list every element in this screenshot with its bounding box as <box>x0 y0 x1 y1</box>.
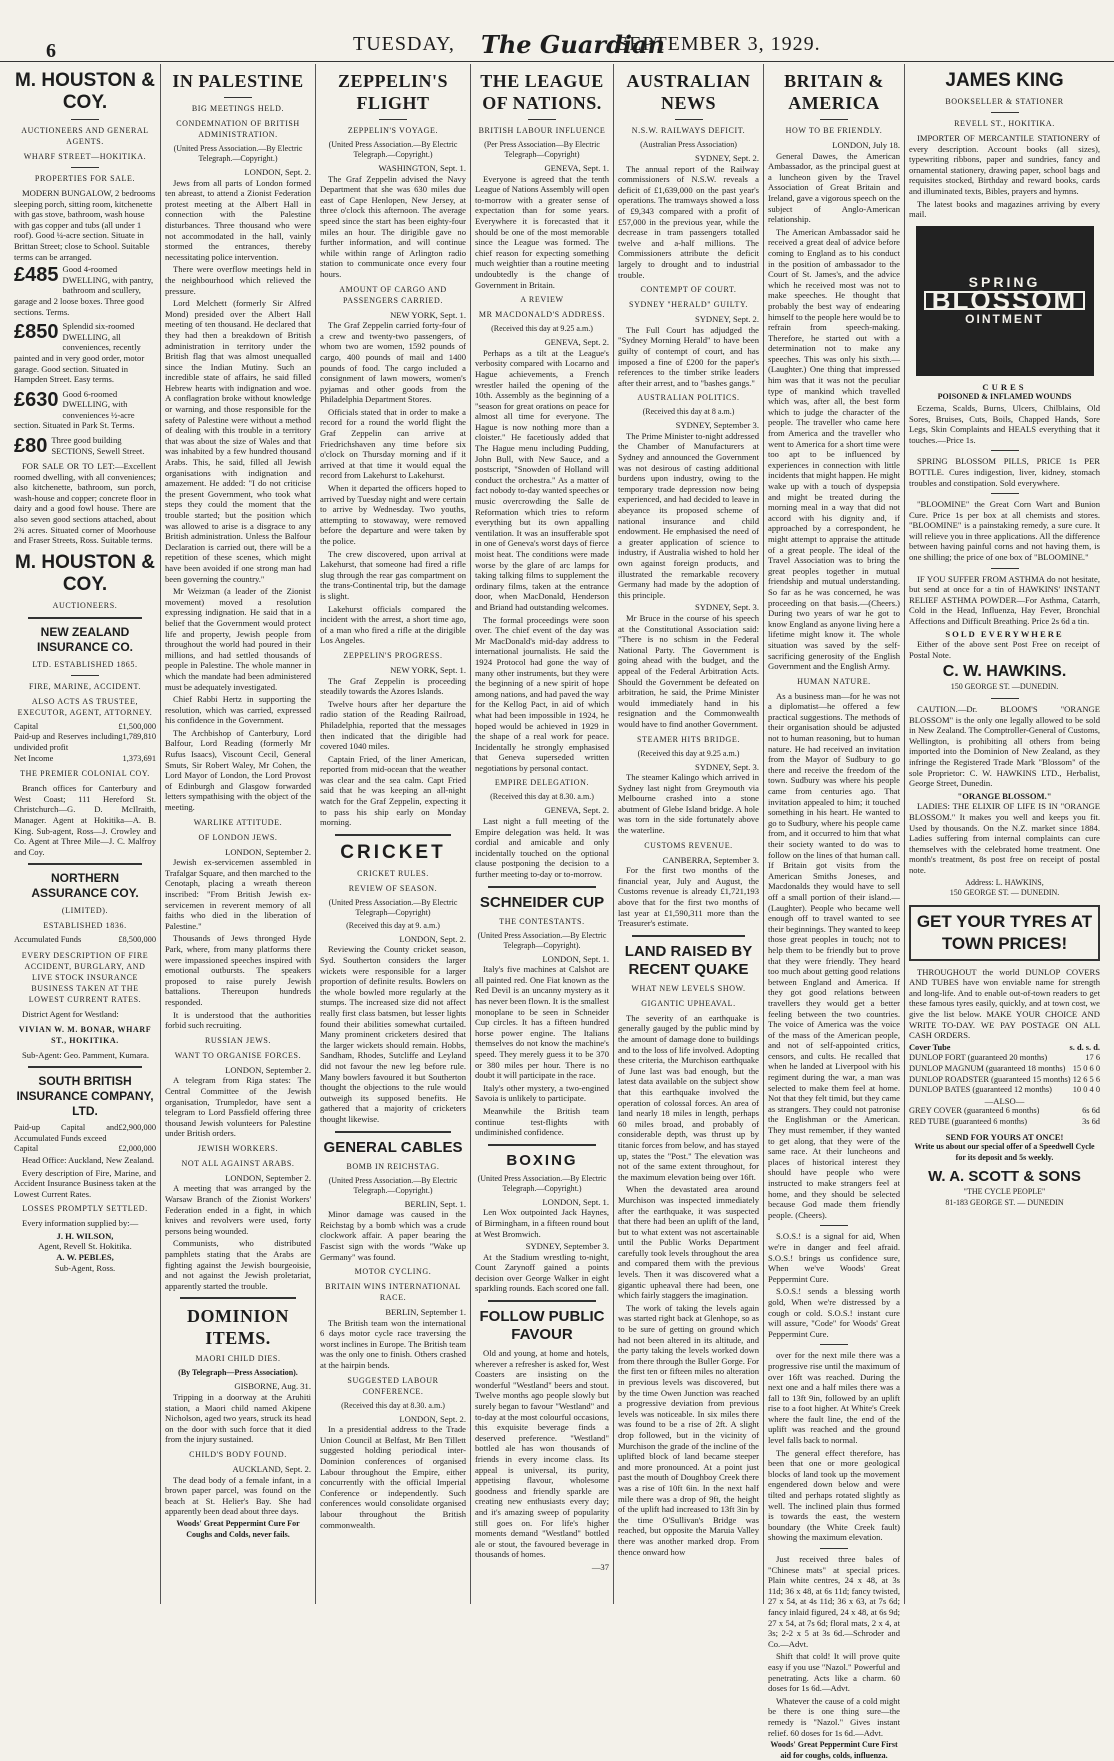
sb-paid-label: Paid-up Capital and Accumulated Funds exceed <box>14 1123 119 1143</box>
james-king-title: JAMES KING <box>945 70 1064 91</box>
subheading: BRITAIN WINS INTERNATIONAL RACE. <box>325 1282 461 1303</box>
received-note: (Received this day at 8 a.m.) <box>642 407 735 417</box>
tyre-row <box>909 1117 1100 1128</box>
divider <box>632 935 745 937</box>
subheading: HUMAN NATURE. <box>797 676 871 686</box>
paragraph: When it departed the officers hoped to arrived by Tuesday night and were certain to arrive by Wednesday. Two youths, attempting to stowaway, were removed before the departure and were taken by the police. <box>320 483 466 546</box>
dateline: LONDON, September 2. <box>225 1064 311 1075</box>
price-850: £850 <box>14 321 59 344</box>
paragraph: In a presidential address to the Trade Union Council at Belfast, Mr Ben Tillett suggested holding periodical inter-Dominion conferences of organised Labour throughout the Empire, either concurrently with the official Imperial Conference or independently. Such conferences would consolidate organised labour throughout the British commonwealth. <box>320 1424 466 1530</box>
tyre-row <box>909 1085 1100 1096</box>
nz-paid <box>14 732 156 753</box>
caution-advert: CAUTION.—Dr. BLOOM'S "ORANGE BLOSSOM" is the only one legally allowed to be sold in New Zealand. The Comptroller-General of Customs, Wellington, is prohibiting all others from being imported into the Dominion of New Zealand, as they infringe the Registered Trade Mark "Blossom" of the sole Proprietor: C. W. HAWKINS LTD., Herbalist, George Street, Dunedin. <box>909 704 1100 789</box>
james-king-sub: BOOKSELLER & STATIONER <box>945 97 1064 106</box>
sb-agent-2b: Sub-Agent, Ross. <box>54 1262 116 1273</box>
units-head: s. d. s. d. <box>1069 1042 1100 1052</box>
credit: (Australian Press Association) <box>640 140 737 149</box>
tyre-price: 10 0 4 0 <box>1072 1085 1100 1095</box>
northern-agent: VIVIAN W. M. BONAR, WHARF ST., HOKITIKA. <box>18 1024 152 1045</box>
northern-agent-label: District Agent for Westland: <box>22 1008 119 1019</box>
houston-title: M. HOUSTON & COY. <box>14 70 156 113</box>
received-note: (Received this day at 9. a.m.) <box>346 920 440 930</box>
divider <box>991 698 1019 699</box>
received-note: (Received this day at 9.25 a.m.) <box>491 324 593 334</box>
cures-text: Eczema, Scalds, Burns, Ulcers, Chilblains, Old Sores, Bruises, Cuts, Boils, Chapped Hands, Sore Legs, Skin Complaints and HEALS everything that it touches.—Price 1s. <box>909 402 1100 445</box>
column-4 <box>470 64 613 1604</box>
paragraph: The Archbishop of Canterbury, Lord Balfour, Lord Reading (formerly Mr Rufus Isaacs), Viscount Cecil, General Smuts, Sir Robert Waley, Mr Cohen, the Lord Mayor of London, the Lord Provost of Edinburgh and Glasgow forwarded letters sympathising with the object of the meeting. <box>165 727 311 813</box>
subheading: CHILD'S BODY FOUND. <box>189 1449 287 1459</box>
tyre-name: RED TUBE (guaranteed 6 months) <box>909 1117 1028 1126</box>
dateline: NEW YORK, Sept. 1. <box>390 309 466 320</box>
paragraph: Mr Weizman (a leader of the Zionist movement) moved a resolution expressing indignation. He said that in a belief that the Government would protect life and property, Jewish people from throughout the world had poured in their millions, and had settled thousands of people in Palestine. The whole manner in which the mandate had been administered must be adequately investigated. <box>165 586 311 692</box>
dateline: SYDNEY, September 3. <box>675 420 759 431</box>
column-2 <box>160 64 315 1604</box>
subheading: REVIEW OF SEASON. <box>348 883 438 893</box>
nz-insurance-est: LTD. ESTABLISHED 1865. <box>32 659 138 669</box>
subheading: BRITISH LABOUR INFLUENCE <box>478 126 606 135</box>
premier-colonial: THE PREMIER COLONIAL COY. <box>20 769 150 779</box>
dateline: SYDNEY, Sept. 2. <box>694 314 759 325</box>
paragraph: The severity of an earthquake is generally gauged by the public mind by the amount of damage done to buildings and to the loss of life involved. Adopting these criteria, the Murchison earthquake of June last was bad enough, but the latest data available on the subject show that this earthquake involved the operation of colossal forces. An area of land nearly 18 miles in length, perhaps 60 miles broad, and probably of considerable depth, was thrust up by titanic forces from below, and has stayed up, states the "Post." The elevation was not of the same extent throughout, for the maximum elevation being over 16ft. <box>618 1012 759 1182</box>
subheading: WANT TO ORGANISE FORCES. <box>174 1050 302 1060</box>
capital-value: £1,500,000 <box>118 721 156 731</box>
subheading: CONDEMNATION OF BRITISH ADMINISTRATION. <box>176 119 300 139</box>
column-1 <box>10 64 160 1604</box>
tyres-headline: GET YOUR TYRES AT TOWN PRICES! <box>909 905 1100 961</box>
paid-value: 1,789,810 <box>122 732 156 742</box>
scott-address: 81-183 GEORGE ST. — DUNEDIN <box>945 1197 1064 1207</box>
paragraph: Captain Fried, of the liner American, reported from mid-ocean that the weather was clear and the sea calm. Capt Fried said that he was keeping an all-night watch for the Graf Zeppelin, expecting it to pass his ship early on Monday morning. <box>320 753 466 828</box>
northern-description: EVERY DESCRIPTION OF FIRE ACCIDENT, BURGLARY, AND LIVE STOCK INSURANCE BUSINESS TAKEN AT THE LOWEST CURRENT RATES. <box>21 950 149 1004</box>
divider <box>820 1225 848 1226</box>
subheading: MAORI CHILD DIES. <box>195 1354 281 1364</box>
paragraph: The British team won the international 6 days motor cycle race traversing the worst inclines in Europe. The British team was the only one to finish. Others crashed at the hairpin bends. <box>320 1317 466 1371</box>
cricket-title: CRICKET <box>340 841 446 863</box>
sb-paid-value: £2,900,000 <box>118 1123 156 1133</box>
nz-insurance-lines: FIRE, MARINE, ACCIDENT. <box>28 681 142 691</box>
divider <box>675 119 703 120</box>
sb-capital-label: Capital <box>14 1144 39 1154</box>
tyre-name: DUNLOP MAGNUM (guaranteed 18 months) <box>909 1064 1066 1074</box>
credit: (By Telegraph—Press Association). <box>178 1368 298 1378</box>
subheading: CONTEMPT OF COURT. <box>640 285 737 295</box>
paragraph: Mr Bruce in the course of his speech at the Constitutional Association said: "There is no schism in the Federal National Party. The Government is going ahead with the budget, and the appeal of the Federal Arbitration Acts. Should the Government be defeated on arbitration, he said, the Prime Minister would immediately hand in his resignation and the Commonwealth would have to find another Government. <box>618 612 759 729</box>
quake-title: LAND RAISED BY RECENT QUAKE <box>624 942 753 978</box>
dateline: SYDNEY, Sept. 2. <box>694 153 759 163</box>
scott-name: W. A. SCOTT & SONS <box>928 1168 1081 1186</box>
sb-capital-value: £2,000,000 <box>118 1144 156 1154</box>
property-80 <box>14 435 156 456</box>
paragraph: At the Stadium wrestling to-night, Count Zarynoff gained a points decision over George Walker in eight sparkling rounds. Each scored one fall. <box>475 1251 609 1294</box>
divider <box>820 119 848 120</box>
cures-heading: CURES <box>982 381 1027 392</box>
subheading: STEAMER HITS BRIDGE. <box>637 734 740 744</box>
income-label: Net Income <box>14 753 54 763</box>
page-number: 6 <box>46 40 56 62</box>
dateline: CANBERRA, September 3. <box>662 854 759 865</box>
property-485 <box>14 264 156 317</box>
paragraph: Chief Rabbi Hertz in supporting the resolution, which was carried, expressed his confidence in the Government. <box>165 694 311 726</box>
received-note: (Received this day at 9.25 a.m.) <box>637 748 740 758</box>
paragraph: Twelve hours after her departure the radio station of the Reading Railroad, Philadelphia, reported that the messages then indicated that the dirigible had covered 1040 miles. <box>320 698 466 752</box>
houston-sub: AUCTIONEERS AND GENERAL AGENTS. <box>21 126 149 146</box>
subheading: ZEPPELIN'S PROGRESS. <box>343 650 443 660</box>
credit: (United Press Association.—By Electric Telegraph.—Copyright.) <box>173 144 303 163</box>
divider <box>820 1548 848 1549</box>
paragraph: Len Wox outpointed Jack Haynes, of Birmingham, in a fifteen round bout at West Bromwich. <box>475 1207 609 1239</box>
dateline: LONDON, Sept. 1. <box>542 953 609 964</box>
masthead-day: TUESDAY, <box>353 33 455 55</box>
divider <box>488 886 595 888</box>
woods-advert: Woods' Great Peppermint Cure For Coughs and Colds, never fails. <box>176 1518 300 1539</box>
also-heading: —ALSO— <box>984 1095 1025 1106</box>
paragraph: When the devastated area around Murchison was inspected immediately after the earthquake, it was suspected that there had been an uplift of the land, but to what extent was not ascertainable until the Public Works Department carefully took levels throughout the area and compared them with the previous levels. Then it was discovered what a gigantic upheaval there had been, one which fairly staggers the imagination. <box>618 1184 759 1301</box>
paragraph: The formal proceedings were soon over. The chief event of the day was Mr MacDonald's mid-day address to international journalists. He said the 1924 Protocol had gone the way of many other instruments, but they were the beginning of a new spirit of hope among nations, and had paved the way for the Kellog Pact, in aid of which what had been impossible in 1924, he hoped would be achieved in 1929 in the shape of a real work for peace. Incidentally he strongly emphasised that Geneva superseded written negotiations by personal contact. <box>475 614 609 773</box>
divider <box>28 617 142 619</box>
houston-sub-2: AUCTIONEERS. <box>52 600 118 610</box>
south-british-title: SOUTH BRITISH INSURANCE COMPANY, LTD. <box>16 1074 154 1119</box>
paragraph: The Prime Minister to-night addressed the Chamber of Manufacturers at Sydney and announced the Government was not desirous of casting additional burdens upon industry, owing to the temporary trade depression now being experienced, and had decided to leave in abeyance its proposed scheme of national insurance and child endowment. He emphasised the need of a greater application of science to industry, if Australia wished to hold her own against foreign products, and illustrated the remarkable recovery Germany had made by the adoption of this principle. <box>618 430 759 600</box>
credit: (United Press Association.—By Electric Telegraph—Copyright). <box>477 930 607 950</box>
divider <box>71 119 99 120</box>
dateline: LONDON, Sept. 2. <box>399 1413 466 1424</box>
paragraph: As a business man—for he was not a diplomatist—he offered a few practical suggestions. The methods of their organisation should be adjusted not to human reasoning, but to human nature. He had received an invitation from the Mayor of Sudbury to go there and receive the freedom of the town. Sudbury was where his people came from centuries ago. That invitation appealed to him; it touched something in his heart. He wanted to go to Sudbury, where his people came from, and it occurred to him that what their society wanted to do was to follow on the lines of that human call. If Britain got visits from the American Smiths Joneses, and Macdonalds they would have to sell off a small portion of their island.—(Laughter). People who became well enough off to travel wanted to see their beginnings. They wanted to keep those great peoples in touch; not to help them to be friendly but to prove that they were friendly. They heard too much about getting good relations between England and America. If they got good relations between travellers they would get a better feeling between the two countries. The voice of America was the voice of the mass of the American people, and not of self-appointed critics, censors, and cults. He recalled that when he landed at Liverpool with his regiment during the war, a man was selected to make them feel at home. Not that they felt timid, but they came as strangers. They could not patronise the Englishman or the American. They must remember, if they wanted to get along, that they were of the same race. At their luncheons and places of historical interest they should have people who were instructed to make strangers feel at home, and they should be selected because God made them friendly people. (Cheers). <box>768 690 900 1220</box>
paragraph: Lord Melchett (formerly Sir Alfred Mond) presided over the Albert Hall meeting of ten thousand. He declared that they had then a breakdown of British administration in territory under the British flag that was almost unequalled since the Indian Mutiny. Such an incredible state of affairs, he said filled Hebrew hearts with indignation and woe. A conflagration broke without knowledge or warning, and those responsible for the safety of Palestine were without a method of dealing with this trouble in a territory that was about the size of Wales and that was inhabited by a few hundred thousand Arabs. This, he said, filled all Jewish organisations with indignation and amazement. He added: "I do not criticise the present Government, who took what steps they could the moment that the trouble started; but the position which was allowed to arise is a disgrace to any British administration. Unless the Balfour Declaration is carried out, there will be a repetition of these scenes, which might have been avoided if one strong man had been governing the country." <box>165 298 311 584</box>
subheading: OF LONDON JEWS. <box>198 832 278 842</box>
divider <box>488 1300 595 1302</box>
paragraph: Perhaps as a tilt at the League's verbosity compared with Locarno and Hague achievements, a French wrestler hailed the opening of the 10th. Assembly as the beginning of a "season for great orations on peace for almost all time for everyone. The Hague is now nothing more than a cloister." He facetiously added that The Hague menu including Pudding, John Bull, with New Sauce, and a postscript, "Snowden of Holland will conduct the orchestra." As a matter of fact nobody to-day wanted speeches or music overcrowding the Salle de Reformation which tries to reform everything but its own appalling ventilation. It was an insufferable spot in one of Geneva's worst days of fierce moist heat. The conditions were made worse by the glare of arc lamps for taking talking films to supplement the ordinary films, taken at the entrance door, when MacDonald, Henderson and Briand had outstanding welcomes. <box>475 347 609 612</box>
sb-description: Every description of Fire, Marine, and Accident Insurance Business taken at the Lowest Current Rates. <box>14 1167 156 1199</box>
paragraph: Minor damage was caused in the Reichstag by a bomb which was a crude clockwork affair. A paper bearing the Fascist sign with the words "Wake up Germany" was found. <box>320 1209 466 1262</box>
paragraph: over for the next mile there was a progressive rise until the maximum of over 16ft was reached. During the next one and a half miles there was a fall to 13ft 9in, followed by an uplift rise to a foot higher. At White's Creek where the fault line, the end of the uplift was reached and the ground level falls back to normal. <box>768 1350 900 1446</box>
subheading: ZEPPELIN'S VOYAGE. <box>347 126 439 135</box>
divider <box>379 119 407 120</box>
paragraph: Everyone is agreed that the tenth League of Nations Assembly will open to-morrow with a greater sense of expectation than for some years. Everywhere it is forecasted that it should be one of the most memorable since the League was formed. The chief reason for expecting something much weightier than a routine meeting undoubtedly is the change of Government in Britain. <box>475 173 609 290</box>
paragraph: The Graf Zeppelin is proceeding steadily towards the Azores Islands. <box>320 675 466 697</box>
speedwell-offer: Write us about our special offer of a Speedwell Cycle for its deposit and 5s weekly. <box>914 1142 1095 1162</box>
subheading: WARLIKE ATTITUDE. <box>193 817 283 827</box>
paragraph: Jewish ex-servicemen assembled in Trafalgar Square, and then marched to the Cenotaph, placing a wreath thereon inscribed: "From British Jewish ex-servicemen in reverent memory of all faiths who died in the liberation of Palestine." <box>165 857 311 931</box>
paragraph: A meeting that was arranged by the Warsaw Branch of the Zionist Workers' Federation ended in a fight, in which knives and revolvers were used, forty persons being wounded. <box>165 1183 311 1236</box>
dateline: LONDON, September 2. <box>225 1172 311 1183</box>
column-5 <box>613 64 763 1604</box>
credit: (United Press Association.—By Electric Telegraph—Copyright) <box>328 897 458 917</box>
divider <box>180 1297 297 1299</box>
paragraph: The Graf Zeppelin carried forty-four of a crew and twenty-two passengers, of whom two are women, 1592 pounds of cargo, 400 pounds of mail and 1400 pounds of food. The cargo included a consignment of lawn mowers, women's pyjamas and other goods from the Philadelphia Department Stores. <box>320 320 466 405</box>
paragraph: Old and young, at home and hotels, wherever a refresher is asked for, West Coasters are insisting on the wonderful "Westland" beers and stout. Twelve months ago people slowly but surely began to favour "Westland" and to-day at the most colourful occasions, this exquisite beverage finds a deserved preference. "Westland" bottled ale has won thousands of friends in every income class. Its appeal is universal, its purity, appetising flavour, wholesome goodness and friendly sparkle are creating new enthusiasts every day; and it's amazing sweep of popularity still goes on. For life's higher moments demand "Westland" bottled ale or stout, the favoured beverage in thousands of homes. <box>475 1348 609 1560</box>
tyre-row <box>909 1075 1100 1086</box>
james-king-mags: The latest books and magazines arriving by every mail. <box>909 198 1100 220</box>
pills-advert: SPRING BLOSSOM PILLS, PRICE 1s PER BOTTLE. Cures indigestion, liver, kidney, stomach troubles and constipation. Sold everywhere. <box>909 456 1100 488</box>
houston-address: WHARF STREET—HOKITIKA. <box>23 152 147 161</box>
dunlop-text: THROUGHOUT the world DUNLOP COVERS AND TUBES have won enviable name for strength and long-life. And to enable out-of-town readers to get these famous tyres easily, quickly, and at town cost, we give the list below. MAKE YOUR CHOICE AND WRITE TO-DAY. WE PAY POSTAGE ON ALL CASH ORDERS. <box>909 966 1100 1041</box>
chinese-mats-advert: Just received three bales of "Chinese mats" at special prices. Plain white centres, 24 x 48, at 3s 11d; 36 x 48, at 6s 11d; fancy twisted, 27 x 54, at 4s 11d; 36 x 63, at 7s 6d; fancy inlaid figured, 24 x 48, at 6s 9d; 27 x 54, at 7s 6d; floral mats, 2 x 4, at 3s; 2-2 x 5 at 3s 6d.—Schroder and Co.—Advt. <box>768 1554 900 1649</box>
bloomine-advert: "BLOOMINE" the Great Corn Wart and Bunion Cure. Price 1s per box at all chemists and stores. "BLOOMINE" is a painstaking remedy, a sure cure. It will relieve you in three applications. All the difference between having painful corns and not having them, is one shilling; the price of one box of "BLOOMINE." <box>909 499 1100 563</box>
nazol-advert-1: Shift that cold! It will prove quite easy if you use "Nazol." Powerful and penetrating. Acts like a charm. 60 doses for 1s 6d.—Advt. <box>768 1651 900 1694</box>
sb-agent-1: J. H. WILSON, <box>56 1230 114 1241</box>
ladies-advert: LADIES: THE ELIXIR OF LIFE IS IN "ORANGE BLOSSOM." It makes you well and keeps you fit. Used by thousands. On the N.Z. market since 1884. Ladies suffering from internal complaints can cure themselves with the celebrated home treatment. One month's treatment, 8s post free on receipt of postal note. <box>909 801 1100 875</box>
general-cables-title: GENERAL CABLES <box>323 1138 463 1156</box>
paragraph: The work of taking the levels again was started right back at Glenhope, so as to be sure of getting on ground which had not been altered in its altitude, and the party taking the levels worked down from there through the Buller Gorge. For the first ten or fifteen miles no alteration in previous levels was discovered, but by the time Owen Junction was reached a progressive deviation from previous levels was noticeable. In six miles there was found to be a rise of 2ft. A slight drop followed, but in the vicinity of Murchison the grade of the incline of the uplifted block of land became steeper and more pronounced. At a point just past the mouth of Doughboy Creek there was a rise of 10ft 6in. In the next half mile there was a drop of 9ft, the height of the uplift had increased to 13ft 3in by the time O'Sullivan's Bridge was reached, but opposite the Maruia Valley there was another marked drop. From thence onward how <box>618 1302 759 1557</box>
tyre-name: DUNLOP FORT (guaranteed 20 months) <box>909 1053 1048 1063</box>
sb-losses: LOSSES PROMPTLY SETTLED. <box>22 1204 148 1214</box>
tyre-price: 17 6 <box>1085 1053 1100 1063</box>
tyre-price: 3s 6d <box>1082 1117 1100 1126</box>
subheading: CRICKET RULES. <box>357 868 429 878</box>
column-7 <box>904 64 1104 1604</box>
dateline: LONDON, Sept. 2. <box>244 167 311 177</box>
paragraph: Meanwhile the British team continue test-flights with undiminished confidence. <box>475 1105 609 1138</box>
paragraph: The American Ambassador said he received a great deal of advice before coming to England as to his conduct in the position of ambassador to the Court of St. James's, and the advice which he received most was not to make speeches. He thought that probably the best way of endearing himself to the people here would be to refrain from speech-making. Therefore, he started out with a determination not to make any speeches. This was only his sixth.—(Laughter.) One thing that impressed him was that it was not the peculiar type of mankind which travelled which was, after all, the best form which to judge the character of the people. The traveller who came here from America and the traveller who went to America for a short time were too apt to be influenced by experiences in connection with little incidents that might happen. He might wake up with a touch of dyspepsia and might be treated during the morning meal in a way that did not accord with his dignity and, if approached by a correspondent, he might attempt to appraise the attitude of a great people. The ideal of the Travel Association was to bring the great peoples together in mutual friendship and mutual understanding. So far as he was concerned, he was proceeding on that basis.—(Cheers.) During two years of war he got to know England as anyone living here a lifetime might know it. The whole situation was saved by the self-sacrificing generosity of the English Government and the English Army. <box>768 226 900 672</box>
dateline: GISBORNE, Aug. 31. <box>234 1381 311 1392</box>
income-value: 1,373,691 <box>122 753 156 763</box>
paragraph: Italy's other mystery, a two-engined Savoia is unlikely to participate. <box>475 1082 609 1104</box>
dateline: SYDNEY, Sept. 3. <box>694 761 759 772</box>
paragraph: Jews from all parts of London formed ten abreast, to attend a Zionist Federation protest meeting at the Albert Hall in connection with the Palestine disturbances. Three thousand who were not accommodated in the hall, vainly stormed the entrances, thereby necessitating police intervention. <box>165 177 311 262</box>
nz-branch-offices: Branch offices for Canterbury and West Coast; 111 Hereford St. Christchurch—G. D. McIlraith, Manager. Agent at Hokitika—A. B. King. Sub-agent, Ross—J. Crowley and Co. Agent at Three Mile—J. C. Malfroy and Coy. <box>14 783 156 857</box>
subheading: AUSTRALIAN POLITICS. <box>637 393 740 403</box>
paragraph: Reviewing the County cricket season, Syd. Southerton considers the larger wickets were responsible for a larger proportion of definite results. Bowlers on the whole bowled more regularly at the stumps. The increased size did not affect really first class batsmen, but lesser lights found their abilities somewhat curtailed. Many prominent cricketers desired that the larger wickets should remain. Hobbs, Sandham, Rhodes, Sutcliffe and Leyland did not favour the new leg before rule. Many bowlers favoured it but Southerton thought the objections to the rule would outweigh its supposed benefits. He gathered that a majority of cricketers thought likewise. <box>320 944 466 1124</box>
sb-agent-1b: Agent, Revell St. Hokitika. <box>38 1241 132 1252</box>
dateline: AUCKLAND, Sept. 2. <box>232 1463 311 1474</box>
tyre-name: DUNLOP BATES (guaranteed 12 months) <box>909 1085 1052 1095</box>
subheading: NOT ALL AGAINST ARABS. <box>181 1158 295 1168</box>
masthead-date: SEPTEMBER 3, 1929. <box>617 33 821 55</box>
paragraph: The annual report of the Railway commissioners of N.S.W. reveals a deficit of £1,639,000 on the past year's operations. The tramways showed a loss of £9,343 compared with a profit of £57,000 in the previous year, while the decrease in tram passengers totalled twelve and a-half millions. The Commissioners attribute the deficit largely to drought and to industrial trouble. <box>618 163 759 280</box>
australian-news-title: AUSTRALIAN NEWS <box>626 71 751 113</box>
tyre-price: 6s 6d <box>1082 1106 1100 1116</box>
subheading: AMOUNT OF CARGO AND PASSENGERS CARRIED. <box>339 284 447 305</box>
schneider-title: SCHNEIDER CUP <box>479 893 605 911</box>
property-to-let: FOR SALE OR TO LET:—Excellent roomed dwelling, with all conveniences; also kitchenette, bathroom, sun porch, wash-house and copper; concrete floor in dairy and a good fowl house. There are also seven good sections attached, about 2¾ acres. Situated corner of Moorhouse and Fraser Streets, Ross. Suitable terms. <box>14 461 156 546</box>
capital-label: Capital <box>14 721 39 731</box>
received-note: (Received this day at 8.30. a.m.) <box>341 1400 445 1410</box>
price-630: £630 <box>14 388 59 411</box>
palestine-title: IN PALESTINE <box>172 71 304 91</box>
houston-title-2: M. HOUSTON & COY. <box>14 551 156 595</box>
cover-tube-head: Cover Tube <box>909 1042 951 1052</box>
dominion-items-title: DOMINION ITEMS. <box>187 1306 289 1349</box>
property-850 <box>14 321 156 385</box>
sb-capital <box>14 1144 156 1155</box>
paragraph: The dead body of a female infant, in a brown paper parcel, was found on the beach at St. Helier's Bay. She had apparently been dead about three days. <box>165 1474 311 1517</box>
scott-sub: "THE CYCLE PEOPLE" <box>963 1187 1046 1197</box>
sb-info: Every information supplied by:— <box>22 1218 139 1229</box>
funds-label: Accumulated Funds <box>14 935 82 945</box>
nz-insurance-also: ALSO ACTS AS TRUSTEE, EXECUTOR, AGENT, ATTORNEY. <box>17 696 153 717</box>
subheading: HOW TO BE FRIENDLY. <box>785 126 883 135</box>
paragraph: The steamer Kalingo which arrived in Sydney last night from Greymouth via Melbourne crashed into a stone abutment of Glebe Island bridge. A hole was torn in the side fortunately above the waterline. <box>618 772 759 836</box>
orange-blossom-heading: "ORANGE BLOSSOM." <box>957 790 1052 801</box>
divider <box>991 450 1019 451</box>
divider <box>528 119 556 120</box>
subheading: RUSSIAN JEWS. <box>204 1035 272 1045</box>
sold-text: Either of the above sent Post Free on receipt of Postal Note. <box>909 639 1100 660</box>
property-80-text: Three good building SECTIONS, Sewell Street. <box>51 435 145 456</box>
received-note: (Received this day at 8.30. a.m.) <box>490 792 594 802</box>
subheading: CUSTOMS REVENUE. <box>644 840 733 850</box>
property-1: MODERN BUNGALOW, 2 bedrooms sleeping porch, sitting room, kitchenette with gas stove, bathroom, wash house with gas copper and tubs (all under 1 roof). Good ¼-acre section. Situate in Brittan Street; close to School. Suitable terms can be arranged. <box>14 188 156 262</box>
paragraph: Thousands of Jews thronged Hyde Park, where, from many platforms there were impassioned speeches inspired with emotional outbursts. The speakers proposed to raise purely Jewish battalions. Thereupon hundreds responded. <box>165 933 311 1007</box>
northern-funds <box>14 935 156 946</box>
paragraph: A telegram from Riga states: The Central Committee of the Jewish organisation, Trumpledor, have sent a telegram to Lord Passfield offering three thousand Jewish volunteers for Palestine under British orders. <box>165 1075 311 1139</box>
divider <box>71 675 99 676</box>
divider <box>335 834 452 836</box>
league-title: THE LEAGUE OF NATIONS. <box>480 71 604 113</box>
dateline: BERLIN, Sept. 1. <box>404 1198 466 1209</box>
paragraph: The crew discovered, upon arrival at Lakehurst, that someone had fired a rifle slug through the rear gas compartment on the trans-Continental trip, but the damage is slight. <box>320 548 466 601</box>
property-485-text: Good 4-roomed DWELLING, with pantry, bathroom and scullery, garage and 2 loose boxes. Three good sections. Terms. <box>14 264 154 317</box>
lh-address-2: 150 GEORGE ST. — DUNEDIN. <box>949 888 1060 898</box>
cures-sub: POISONED & INFLAMED WOUNDS <box>937 392 1072 402</box>
paragraph: Italy's five machines at Calshot are all painted red. One Fiat known as the Red Devil is an uncanny mystery as it has never been flown. It is the smallest monoplane to be seen in Schneider Cup circles. It has a fifteen hundred horse power engine. The Italians themselves do not know the machine's speed. They merely guess it to be 370 or 380 miles per hour. There is no doubt it will participate in the race. <box>475 964 609 1081</box>
dateline: LONDON, Sept. 2. <box>399 933 466 944</box>
tyre-table-header <box>909 1043 1100 1054</box>
logo-bottom: OINTMENT <box>965 312 1044 327</box>
subheading: EMPIRE DELEGATION. <box>494 778 590 788</box>
nz-income <box>14 754 156 765</box>
paragraph: Communists, who distributed pamphlets stating that the Arabs are fighting against the Jewish bourgeoisie, and not against the Jewish proletariat, apparently started the trouble. <box>165 1238 311 1291</box>
paragraph: The general effect therefore, has been that one or more geological blocks of land took up the movement engendered down below and were tilted and perhaps rotated slightly as well. The inclined plain thus formed is towards the east, the western boundary (the White Creek fault) showing the maximum elevation. <box>768 1447 900 1543</box>
zeppelin-title: ZEPPELIN'S FLIGHT <box>337 71 449 113</box>
northern-subagent: Sub-Agent: Geo. Pamment, Kumara. <box>22 1049 149 1060</box>
dateline: SYDNEY, Sept. 3. <box>694 602 759 613</box>
property-630-text: Good 6-roomed DWELLING, with conveniences ½-acre section. Situated in Park St. Terms. <box>14 388 135 431</box>
paragraph: For the first two months of the financial year, July and August, the Customs revenue is already £1,721,193 above that for the first two months of last year at £1,590,311 more than the Treasurer's estimate. <box>618 865 759 929</box>
dateline: WASHINGTON, Sept. 1. <box>378 163 466 173</box>
britain-america-title: BRITAIN & AMERICA <box>784 71 884 113</box>
subheading: MR MACDONALD'S ADDRESS. <box>478 310 606 320</box>
sold-everywhere: SOLD EVERYWHERE <box>945 628 1064 639</box>
james-king-text: IMPORTER OF MERCANTILE STATIONERY of every description. Account books (all sizes), typewriting ribbons, paper and sundries, fancy and ornamental stationery, drawing paper, school bags and requisites stocked, Birthday and reward books, cards and illuminated texts, Bibles, prayers and hymns. <box>909 133 1100 196</box>
send-now: SEND FOR YOURS AT ONCE! <box>945 1131 1064 1142</box>
divider <box>28 1066 142 1068</box>
subheading: THE CONTESTANTS. <box>499 916 585 926</box>
masthead-title: The Guardian <box>481 30 665 59</box>
follow-public-favour-title: FOLLOW PUBLIC FAVOUR <box>479 1308 605 1344</box>
paragraph: General Dawes, the American Ambassador, as the principal guest at a luncheon given by the Travel Association of Great Britain and Ireland, gave a vigorous speech on the subject of Anglo-American relationship. <box>768 150 900 225</box>
dateline: GENEVA, Sept. 2. <box>544 337 609 348</box>
price-80: £80 <box>14 435 48 458</box>
james-king-address: REVELL ST., HOKITIKA. <box>954 119 1055 128</box>
woods-advert-2: Woods' Great Peppermint Cure First aid for coughs, colds, influenza. <box>770 1740 898 1760</box>
sos-verse-1: S.O.S.! is a signal for aid, When we're in danger and feel afraid. S.O.S.! brings us confidence sure, When we've Woods' Great Peppermint Cure. <box>768 1231 900 1284</box>
logo-mid: BLOSSOM <box>924 291 1085 310</box>
credit: (United Press Association.—By Electric Telegraph.—Copyright.) <box>477 1173 607 1193</box>
tyre-price: 15 0 6 0 <box>1072 1064 1100 1074</box>
sb-agent-2: A. W. PEBLES, <box>56 1252 114 1263</box>
divider <box>335 1131 452 1133</box>
property-630 <box>14 389 156 431</box>
logo-top: SPRING <box>968 273 1041 290</box>
dateline: SYDNEY, September 3. <box>525 1241 609 1252</box>
divider <box>224 97 252 98</box>
paragraph: Lakehurst officials compared the incident with the arrest, a short time ago, of a man who fired a rifle at the dirigible Los Angeles. <box>320 603 466 646</box>
subheading: BOMB IN REICHSTAG. <box>346 1161 440 1171</box>
price-485: £485 <box>14 264 59 287</box>
blossom-ointment-logo <box>916 226 1094 376</box>
paragraph: Last night a full meeting of the Empire delegation was held. It was cordial and amicable and only incidentally touched on the optional clause postponing the decision to a further meeting to-day or to-morrow. <box>475 816 609 880</box>
nz-capital <box>14 722 156 733</box>
masthead <box>0 0 1114 62</box>
paragraph: There were overflow meetings held in the neighbourhood which relieved the pressure. <box>165 264 311 296</box>
subheading: BIG MEETINGS HELD. <box>191 104 285 113</box>
tyre-row <box>909 1064 1100 1075</box>
funds-value: £8,500,000 <box>118 935 156 945</box>
credit: (United Press Association.—By Electric Telegraph.—Copyright.) <box>328 140 458 159</box>
paragraph: It is understood that the authorities forbid such recruiting. <box>165 1009 311 1031</box>
paragraph: The Full Court has adjudged the "Sydney Morning Herald" to have been guilty of contempt of court, and has imposed a fine of £200 for the paper's references to the timber strike leaders after their arrest, and to "bashes gangs." <box>618 324 759 388</box>
advert-number: —37 <box>591 1561 609 1572</box>
hawkins-address: 150 GEORGE ST. —DUNEDIN. <box>950 682 1059 692</box>
sb-paid <box>14 1123 156 1144</box>
column-6 <box>763 64 904 1760</box>
dateline: LONDON, July 18. <box>832 140 900 150</box>
properties-heading: PROPERTIES FOR SALE. <box>34 174 136 183</box>
nazol-advert-2: Whatever the cause of a cold might be there is one thing sure—the remedy is "Nazol." Gives instant relief. 60 doses for 1s 6d.—Advt. <box>768 1695 900 1738</box>
subheading: JEWISH WORKERS. <box>197 1143 279 1153</box>
property-850-text: Splendid six-roomed DWELLING, all conveniences, recently painted and in very good order, motor garage. Good section. Situated in Hampden Street. Easy terms. <box>14 321 145 385</box>
column-3 <box>315 64 470 1604</box>
divider <box>991 493 1019 494</box>
tyre-name: DUNLOP ROADSTER (guaranteed 15 months) <box>909 1074 1071 1084</box>
sb-head-office: Head Office: Auckland, New Zealand. <box>22 1154 155 1165</box>
subheading: SUGGESTED LABOUR CONFERENCE. <box>347 1375 439 1396</box>
subheading: SYDNEY "HERALD" GUILTY. <box>629 300 748 310</box>
sos-verse-2: S.O.S.! sends a blessing worth gold, When we're distressed by a cough or cold. S.O.S.! instant cure will assure, "Code" for Woods' Great Peppermint Cure. <box>768 1286 900 1339</box>
dateline: NEW YORK, Sept. 1. <box>390 664 466 675</box>
divider <box>488 1144 595 1146</box>
tyre-name: GREY COVER (guaranteed 6 months) <box>909 1106 1040 1116</box>
paragraph: Officials stated that in order to make a record for a round the world flight the Graf Zeppelin can arrive at Friedrichshaven any time before six o'clock on Thursday morning and if it arrived at that time it would equal the record from Lakehurst to Lakehurst. <box>320 406 466 481</box>
dateline: GENEVA, Sept. 2. <box>544 805 609 816</box>
tyre-row <box>909 1053 1100 1064</box>
tyre-price: 12 6 5 6 <box>1072 1074 1100 1084</box>
dateline: LONDON, September 2. <box>225 846 311 857</box>
credit: (Per Press Association—By Electric Telegraph—Copyright) <box>484 140 600 159</box>
nz-insurance-title: NEW ZEALAND INSURANCE CO. <box>36 624 133 654</box>
tyre-row <box>909 1106 1100 1117</box>
divider <box>820 1344 848 1345</box>
northern-ltd: (LIMITED). <box>61 906 109 916</box>
dateline: LONDON, Sept. 1. <box>542 1196 609 1207</box>
paragraph: The Graf Zeppelin advised the Navy Department that she was 630 miles due east of Cape Henlopen, New Jersey, at three o'clock this afternoon. The average speed since the start has been eighty-four miles an hour. The dirigible gave no further information, and will continue while within range of Arlington radio station to communicate once every four hours. <box>320 173 466 279</box>
divider <box>991 112 1019 113</box>
paragraph: Tripping in a doorway at the Aruhiti station, a Maori child named Akipene Nicholson, aged two years, struck its head on the door with such force that it died from the injury sustained. <box>165 1392 311 1445</box>
subheading: A REVIEW <box>520 295 564 305</box>
divider <box>71 167 99 168</box>
columns <box>0 64 1114 1760</box>
subheading: GIGANTIC UPHEAVAL. <box>641 998 736 1008</box>
boxing-title: BOXING <box>506 1151 578 1169</box>
subheading: N.S.W. RAILWAYS DEFICIT. <box>631 126 746 135</box>
northern-est: ESTABLISHED 1836. <box>43 921 127 931</box>
dateline: BERLIN, September 1. <box>385 1307 466 1318</box>
northern-assurance-title: NORTHERN ASSURANCE COY. <box>31 871 139 901</box>
paid-label: Paid-up and Reserves including undivided profit <box>14 732 123 752</box>
divider <box>991 568 1019 569</box>
lh-address: Address: L. HAWKINS, <box>965 877 1044 887</box>
divider <box>28 863 142 865</box>
subheading: MOTOR CYCLING. <box>354 1267 432 1277</box>
hawkins-name: C. W. HAWKINS. <box>942 663 1067 681</box>
subheading: WHAT NEW LEVELS SHOW. <box>631 983 746 993</box>
credit: (United Press Association.—By Electric Telegraph.—Copyright.) <box>328 1175 458 1195</box>
dateline: GENEVA, Sept. 1. <box>544 163 609 173</box>
asthma-advert: IF YOU SUFFER FROM ASTHMA do not hesitate, but send at once for a tin of HAWKINS' INSTANT RELIEF ASTHMA POWDER—For Asthma, Catarrh, Cold in the Head, Influenza, Hay Fever, Bronchial Affections and Difficult Breathing. Price 2s 6d a tin. <box>909 573 1100 627</box>
